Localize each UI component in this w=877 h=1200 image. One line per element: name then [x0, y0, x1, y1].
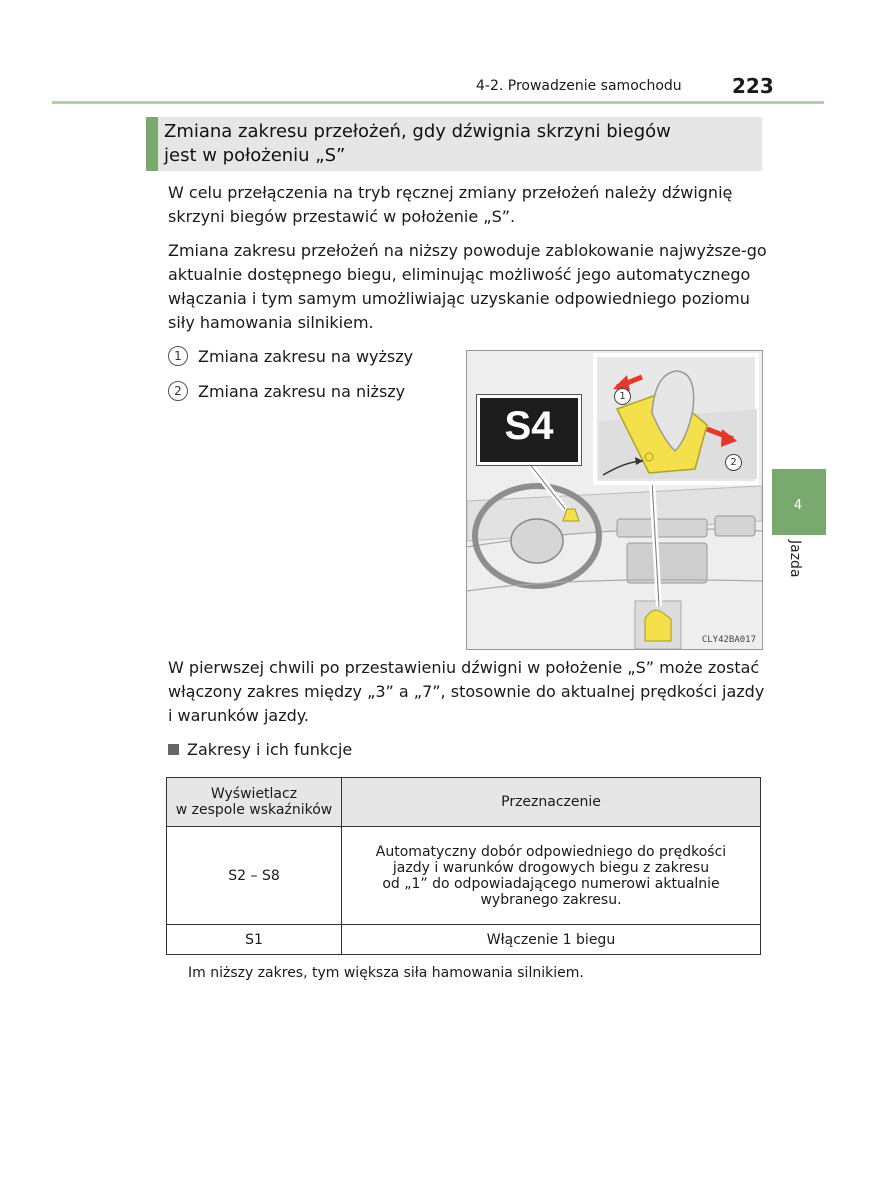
header-purpose: Przeznaczenie — [342, 778, 761, 827]
cell-display: S1 — [167, 925, 342, 955]
section-title-line-2: jest w położeniu „S” — [164, 145, 346, 166]
ranges-table — [166, 777, 761, 955]
table-header-row — [167, 778, 761, 827]
paragraph-downshift: Zmiana zakresu przełożeń na niższy powoduje zablokowanie najwyższe-go aktualnie dostępnego biegu, eliminując możliwość jego automatycznego włączania i tym samym umożliwiając uzyskanie odpowiedniego poziomu siły hamowania silnikiem. — [168, 241, 767, 332]
chapter-number: 4 — [793, 498, 803, 513]
cell-display: S2 – S8 — [167, 827, 342, 925]
running-header: 4-2. Prowadzenie samochodu — [476, 78, 682, 94]
header-display — [167, 778, 342, 827]
list-item-downshift — [168, 381, 405, 401]
cell-purpose-line: wybranego zakresu. — [480, 891, 622, 908]
header-rule — [52, 101, 824, 104]
list-item-text: Zmiana zakresu na niższy — [198, 381, 406, 401]
table-row — [167, 925, 761, 955]
table-row — [167, 827, 761, 925]
figure-code: CLY42BA017 — [701, 635, 756, 645]
cell-purpose-line: od „1” do odpowiadającego numerowi aktualnie — [382, 875, 720, 892]
chapter-label: Jazda — [787, 540, 803, 578]
callout-downshift: 2 — [725, 454, 742, 471]
cell-purpose-line: Automatyczny dobór odpowiedniego do prędkości — [375, 843, 727, 860]
cell-purpose — [342, 827, 761, 925]
subheading-text: Zakresy i ich funkcje — [187, 740, 353, 759]
circled-number: 1 — [168, 346, 188, 366]
cell-purpose: Włączenie 1 biegu — [342, 925, 761, 955]
square-bullet-icon — [168, 744, 179, 755]
list-item-text: Zmiana zakresu na wyższy — [198, 346, 414, 366]
gear-shift-illustration — [466, 350, 763, 650]
paragraph-initial-range: W pierwszej chwili po przestawieniu dźwigni w położenie „S” może zostać włączony zakres między „3” a „7”, stosownie do aktualnej prędkości jazdy i warunków jazdy. — [168, 658, 765, 725]
s4-display — [477, 395, 581, 465]
s4-display-label: S4 — [504, 404, 554, 448]
paragraph-intro: W celu przełączenia na tryb ręcznej zmiany przełożeń należy dźwignię skrzyni biegów przestawić w położenie „S”. — [168, 183, 733, 226]
list-item-upshift — [168, 346, 413, 366]
header-display-line: Wyświetlacz — [210, 786, 298, 802]
header-display-line: w zespole wskaźników — [175, 802, 333, 818]
subheading — [168, 740, 352, 759]
page-number: 223 — [732, 74, 774, 98]
callout-upshift: 1 — [614, 388, 631, 405]
section-title — [146, 117, 762, 171]
table-note: Im niższy zakres, tym większa siła hamowania silnikiem. — [188, 965, 584, 981]
cell-purpose-line: jazdy i warunków drogowych biegu z zakresu — [392, 859, 710, 876]
section-title-line-1: Zmiana zakresu przełożeń, gdy dźwignia skrzyni biegów — [164, 121, 671, 142]
circled-number: 2 — [168, 381, 188, 401]
